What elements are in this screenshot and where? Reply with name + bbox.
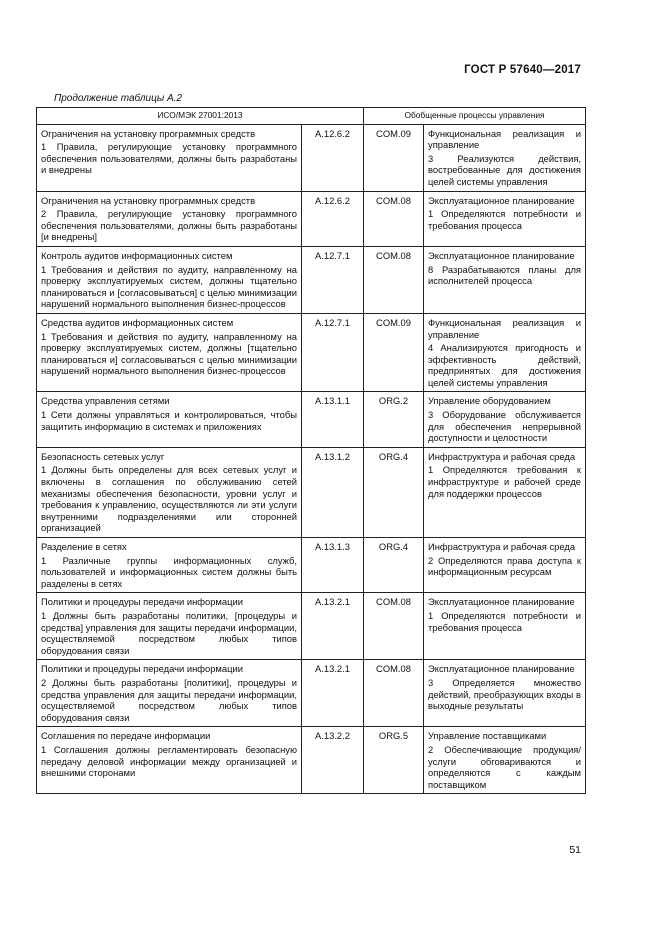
control-text: 1 Должны быть определены для всех сетевых услуг и включены в соглашения по обслуживанию сетей механизмы обеспечения безопасности, уровни услуг и требования к управлению, осуществляются ли эти услуги внутренними подразделениями или сторонней организацией	[41, 464, 297, 534]
table-row	[37, 727, 586, 794]
control-title: Политики и процедуры передачи информации	[41, 596, 243, 608]
process-code: ORG.4	[364, 447, 424, 537]
control-code: A.13.1.2	[302, 447, 364, 537]
control-text: 1 Соглашения должны регламентировать безопасную передачу деловой информации между организацией и внешними сторонами	[41, 743, 297, 779]
process-description	[424, 246, 586, 313]
control-description	[37, 246, 302, 313]
control-text: 1 Сети должны управляться и контролироваться, чтобы защитить информацию в системах и приложениях	[41, 409, 297, 432]
table-header-row	[37, 108, 586, 125]
process-text: 4 Анализируются пригодность и эффективность действий, предпринятых для достижения целей системы управления	[428, 342, 581, 388]
control-title: Ограничения на установку программных средств	[41, 127, 256, 139]
process-text: 3 Реализуются действия, востребованные для достижения целей системы управления	[428, 152, 581, 187]
process-code: COM.08	[364, 191, 424, 246]
process-description	[424, 593, 586, 660]
process-title: Управление поставщиками	[428, 730, 547, 742]
control-text: 1 Правила, регулирующие установку программного обеспечения пользователями, должны быть разработаны и внедрены	[41, 141, 297, 176]
table-row	[37, 538, 586, 593]
table-row	[37, 660, 586, 727]
process-description	[424, 538, 586, 593]
control-code: A.12.6.2	[302, 191, 364, 246]
process-title: Эксплуатационное планирование	[428, 249, 575, 261]
header-processes: Обобщенные процессы управления	[364, 108, 586, 125]
process-text: 2 Определяются права доступа к информационным ресурсам	[428, 554, 581, 578]
mapping-table	[36, 107, 586, 794]
process-code: COM.08	[364, 246, 424, 313]
process-text: 8 Разрабатываются планы для исполнителей процесса	[428, 263, 581, 287]
control-code: A.13.2.1	[302, 660, 364, 727]
process-title: Функциональная реализация и управление	[428, 127, 581, 151]
page-number: 51	[569, 844, 581, 856]
process-title: Эксплуатационное планирование	[428, 194, 575, 206]
control-description	[37, 447, 302, 537]
process-description	[424, 313, 586, 392]
process-code: ORG.2	[364, 392, 424, 447]
control-text: 2 Правила, регулирующие установку программного обеспечения пользователями, должны быть разработаны [и внедрены]	[41, 208, 297, 243]
table-row	[37, 593, 586, 660]
control-code: A.12.7.1	[302, 246, 364, 313]
control-text: 1 Должны быть разработаны политики, [процедуры и средства] управления для защиты передачи информации, осуществляемой посредством любых типов оборудования связи	[41, 609, 297, 656]
process-code: ORG.4	[364, 538, 424, 593]
control-title: Контроль аудитов информационных систем	[41, 249, 233, 261]
control-code: A.12.6.2	[302, 124, 364, 191]
header-iso: ИСО/МЭК 27001:2013	[37, 108, 364, 125]
table-row	[37, 191, 586, 246]
process-title: Функциональная реализация и управление	[428, 316, 581, 340]
table-row	[37, 246, 586, 313]
control-code: A.13.2.2	[302, 727, 364, 794]
table-caption: Продолжение таблицы А.2	[54, 93, 182, 104]
process-code: COM.08	[364, 660, 424, 727]
control-code: A.13.1.1	[302, 392, 364, 447]
process-title: Управление оборудованием	[428, 395, 551, 407]
control-text: 1 Различные группы информационных служб, пользователей и информационных систем должны быть разделены в сетях	[41, 554, 297, 589]
control-description	[37, 392, 302, 447]
control-text: 2 Должны быть разработаны [политики], процедуры и средства управления для защиты передачи информации, осуществляемой посредством любых типов оборудования связи	[41, 676, 297, 723]
process-text: 1 Определяются потребности и требования процесса	[428, 609, 581, 633]
process-description	[424, 447, 586, 537]
control-text: 1 Требования и действия по аудиту, направленному на проверку эксплуатируемых систем, должны тщательно планироваться и [согласовываться] с целью минимизации нарушений нормального выполнения бизнес-процессов	[41, 263, 297, 310]
process-code: COM.09	[364, 124, 424, 191]
table-row	[37, 124, 586, 191]
control-description	[37, 124, 302, 191]
process-description	[424, 124, 586, 191]
control-description	[37, 593, 302, 660]
process-description	[424, 191, 586, 246]
table-row	[37, 392, 586, 447]
process-text: 3 Оборудование обслуживается для обеспечения непрерывной доступности и целостности	[428, 409, 581, 444]
table-row	[37, 447, 586, 537]
document-code: ГОСТ Р 57640—2017	[464, 64, 581, 76]
control-description	[37, 727, 302, 794]
control-title: Средства управления сетями	[41, 395, 170, 407]
control-text: 1 Требования и действия по аудиту, направленному на проверку эксплуатируемых систем, должны [тщательно планироваться и] согласовываться с целью минимизации нарушений нормального выполнения бизнес-процессов	[41, 330, 297, 377]
process-title: Эксплуатационное планирование	[428, 596, 575, 608]
control-title: Средства аудитов информационных систем	[41, 316, 234, 328]
process-description	[424, 392, 586, 447]
process-title: Инфраструктура и рабочая среда	[428, 450, 576, 462]
control-code: A.13.2.1	[302, 593, 364, 660]
process-title: Инфраструктура и рабочая среда	[428, 541, 576, 552]
control-code: A.12.7.1	[302, 313, 364, 392]
process-text: 1 Определяются требования к инфраструктуре и рабочей среде для поддержки процессов	[428, 464, 581, 499]
control-title: Безопасность сетевых услуг	[41, 450, 165, 462]
control-description	[37, 538, 302, 593]
table-body	[37, 124, 586, 794]
control-description	[37, 191, 302, 246]
process-description	[424, 727, 586, 794]
control-title: Соглашения по передаче информации	[41, 730, 211, 742]
control-code: A.13.1.3	[302, 538, 364, 593]
process-code: COM.09	[364, 313, 424, 392]
process-title: Эксплуатационное планирование	[428, 663, 575, 675]
process-text: 3 Определяется множество действий, преобразующих входы в выходные результаты	[428, 676, 581, 712]
control-description	[37, 660, 302, 727]
process-description	[424, 660, 586, 727]
control-title: Ограничения на установку программных средств	[41, 194, 256, 206]
table-row	[37, 313, 586, 392]
process-text: 2 Обеспечивающие продукция/услуги обговариваются и определяются с каждым поставщиком	[428, 743, 581, 790]
process-code: ORG.5	[364, 727, 424, 794]
control-title: Разделение в сетях	[41, 541, 127, 552]
control-title: Политики и процедуры передачи информации	[41, 663, 243, 675]
process-text: 1 Определяются потребности и требования процесса	[428, 208, 581, 231]
control-description	[37, 313, 302, 392]
process-code: COM.08	[364, 593, 424, 660]
